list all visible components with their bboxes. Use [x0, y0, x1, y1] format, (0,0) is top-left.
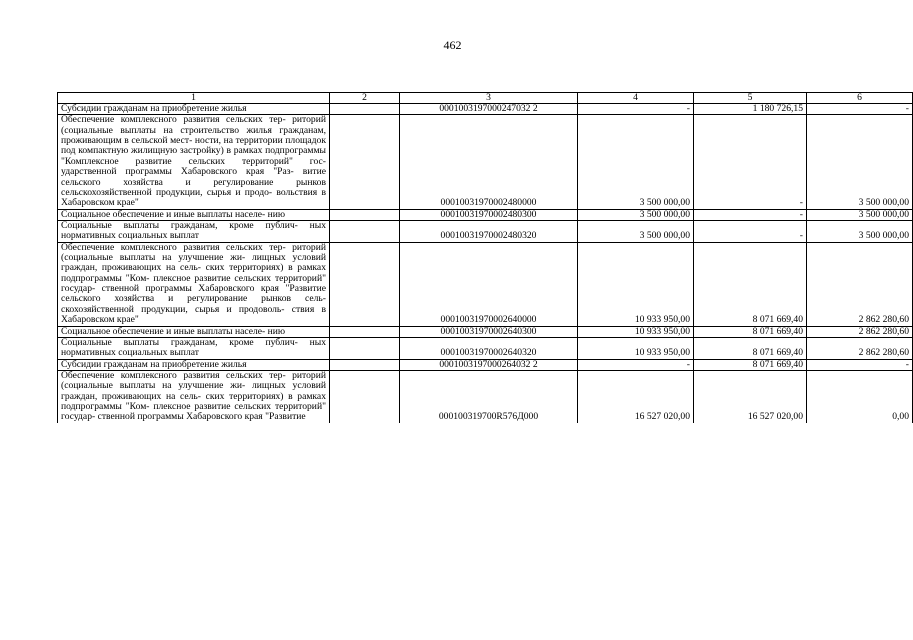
column-header-4: 4: [578, 93, 694, 104]
row-code: 0001003197000247032 2: [400, 104, 578, 115]
row-name: Обеспечение комплексного развития сельских тер- риторий (социальные выплаты на строительство жилья гражданам, проживающим в сельской мест- ности, на территории площадок под компактную жилищную застройку) в рамках подпрограммы "Комплексное развитие сельских территорий" гос- ударственной программы Хабаровского края "Раз- витие сельского хозяйства и регулирование рынков сельскохозяйственной продукции, сырья и продо- вольствия в Хабаровском крае": [58, 115, 330, 209]
row-name: Социальные выплаты гражданам, кроме публич- ных нормативных социальных выплат: [58, 337, 330, 359]
column-header-1: 1: [58, 93, 330, 104]
row-col5: -: [694, 220, 807, 242]
row-col6: 3 500 000,00: [807, 220, 913, 242]
row-col5: 1 180 726,15: [694, 104, 807, 115]
row-col4: 10 933 950,00: [578, 337, 694, 359]
column-header-3: 3: [400, 93, 578, 104]
row-col2: [330, 220, 400, 242]
row-col6: 0,00: [807, 370, 913, 422]
row-col4: -: [578, 359, 694, 370]
table-row: [58, 337, 913, 359]
row-col6: 2 862 280,60: [807, 337, 913, 359]
row-name: Обеспечение комплексного развития сельских тер- риторий (социальные выплаты на улучшение жи- лищных условий граждан, проживающих на сель- ских территориях) в рамках подпрограммы "Ком- плексное развитие сельских территорий" государ- ственной программы Хабаровского края "Развитие: [58, 370, 330, 422]
row-col2: [330, 359, 400, 370]
row-col2: [330, 370, 400, 422]
table-row: [58, 209, 913, 220]
row-col5: 16 527 020,00: [694, 370, 807, 422]
row-col2: [330, 115, 400, 209]
row-code: 00010031970002480320: [400, 220, 578, 242]
row-col5: 8 071 669,40: [694, 337, 807, 359]
budget-table: [57, 92, 913, 423]
column-header-5: 5: [694, 93, 807, 104]
row-col5: -: [694, 209, 807, 220]
table-row: [58, 242, 913, 326]
row-code: 000100319700R576Д000: [400, 370, 578, 422]
row-col6: -: [807, 359, 913, 370]
row-code: 00010031970002640300: [400, 326, 578, 337]
row-col2: [330, 242, 400, 326]
row-name: Социальное обеспечение и иные выплаты населе- нию: [58, 209, 330, 220]
row-col4: 10 933 950,00: [578, 242, 694, 326]
row-code: 0001003197000264032 2: [400, 359, 578, 370]
table-row: [58, 370, 913, 422]
row-code: 00010031970002640320: [400, 337, 578, 359]
row-col4: 16 527 020,00: [578, 370, 694, 422]
table-row: [58, 359, 913, 370]
row-col2: [330, 326, 400, 337]
table-row: [58, 220, 913, 242]
row-name: Субсидии гражданам на приобретение жилья: [58, 104, 330, 115]
row-col5: 8 071 669,40: [694, 326, 807, 337]
row-col2: [330, 209, 400, 220]
row-col6: 2 862 280,60: [807, 326, 913, 337]
column-header-6: 6: [807, 93, 913, 104]
row-col4: 3 500 000,00: [578, 209, 694, 220]
row-col4: 10 933 950,00: [578, 326, 694, 337]
row-col5: 8 071 669,40: [694, 359, 807, 370]
row-col5: 8 071 669,40: [694, 242, 807, 326]
row-name: Обеспечение комплексного развития сельских тер- риторий (социальные выплаты на улучшение жи- лищных условий граждан, проживающих на сель- ских территориях) в рамках подпрограммы "Ком- плексное развитие сельских территорий" государ- ственной программы Хабаровского края "Развитие сельского хозяйства и регулирование рынков сель- скохозяйственной продукции, сырья и продоволь- ствия в Хабаровском крае": [58, 242, 330, 326]
table-row: [58, 326, 913, 337]
page-number: 462: [443, 38, 462, 52]
row-name: Субсидии гражданам на приобретение жилья: [58, 359, 330, 370]
row-code: 00010031970002480000: [400, 115, 578, 209]
row-code: 00010031970002480300: [400, 209, 578, 220]
row-col2: [330, 337, 400, 359]
row-col6: 3 500 000,00: [807, 209, 913, 220]
table-header-row: [58, 93, 913, 104]
row-code: 00010031970002640000: [400, 242, 578, 326]
row-col6: -: [807, 104, 913, 115]
row-name: Социальные выплаты гражданам, кроме публич- ных нормативных социальных выплат: [58, 220, 330, 242]
row-col5: -: [694, 115, 807, 209]
row-col2: [330, 104, 400, 115]
row-name: Социальное обеспечение и иные выплаты населе- нию: [58, 326, 330, 337]
row-col4: -: [578, 104, 694, 115]
column-header-2: 2: [330, 93, 400, 104]
row-col4: 3 500 000,00: [578, 115, 694, 209]
row-col4: 3 500 000,00: [578, 220, 694, 242]
table-row: [58, 104, 913, 115]
row-col6: 3 500 000,00: [807, 115, 913, 209]
table-row: [58, 115, 913, 209]
row-col6: 2 862 280,60: [807, 242, 913, 326]
